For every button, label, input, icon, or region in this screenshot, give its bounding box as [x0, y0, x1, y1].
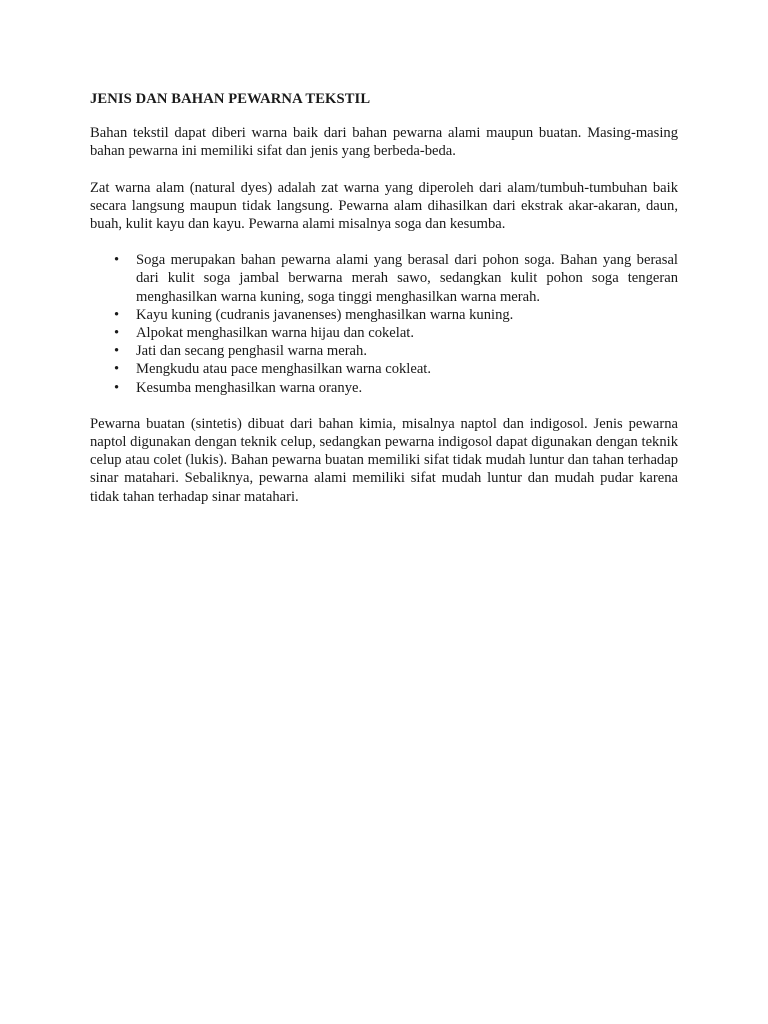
list-item: • Mengkudu atau pace menghasilkan warna cokleat. [136, 360, 678, 378]
synthetic-dyes-paragraph: Pewarna buatan (sintetis) dibuat dari bahan kimia, misalnya naptol dan indigosol. Jenis pewarna naptol digunakan dengan teknik celup, sedangkan pewarna indigosol dapat digunakan dengan teknik celup atau colet (lukis). Bahan pewarna buatan memiliki sifat tidak mudah luntur dan tahan terhadap sinar matahari. Sebaliknya, pewarna alami memiliki sifat mudah luntur dan mudah pudar karena tidak tahan terhadap sinar matahari. [90, 415, 678, 505]
list-item: • Alpokat menghasilkan warna hijau dan cokelat. [136, 324, 678, 342]
document-page [90, 90, 678, 524]
list-item: • Jati dan secang penghasil warna merah. [136, 342, 678, 360]
document-title: JENIS DAN BAHAN PEWARNA TEKSTIL [90, 91, 371, 107]
natural-dyes-list [90, 251, 678, 397]
list-item: • Soga merupakan bahan pewarna alami yang berasal dari pohon soga. Bahan yang berasal dari kulit soga jambal berwarna merah sawo, sedangkan kulit pohon soga tengeran menghasilkan warna kuning, soga tinggi menghasilkan warna merah. [136, 251, 678, 306]
intro-paragraph: Bahan tekstil dapat diberi warna baik dari bahan pewarna alami maupun buatan. Masing-masing bahan pewarna ini memiliki sifat dan jenis yang berbeda-beda. [90, 125, 678, 160]
list-item: • Kesumba menghasilkan warna oranye. [136, 379, 678, 397]
natural-dyes-paragraph: Zat warna alam (natural dyes) adalah zat warna yang diperoleh dari alam/tumbuh-tumbuhan baik secara langsung maupun tidak langsung. Pewarna alam dihasilkan dari ekstrak akar-akaran, daun, buah, kulit kayu dan kayu. Pewarna alami misalnya soga dan kesumba. [90, 179, 678, 233]
list-item: • Kayu kuning (cudranis javanenses) menghasilkan warna kuning. [136, 306, 678, 324]
